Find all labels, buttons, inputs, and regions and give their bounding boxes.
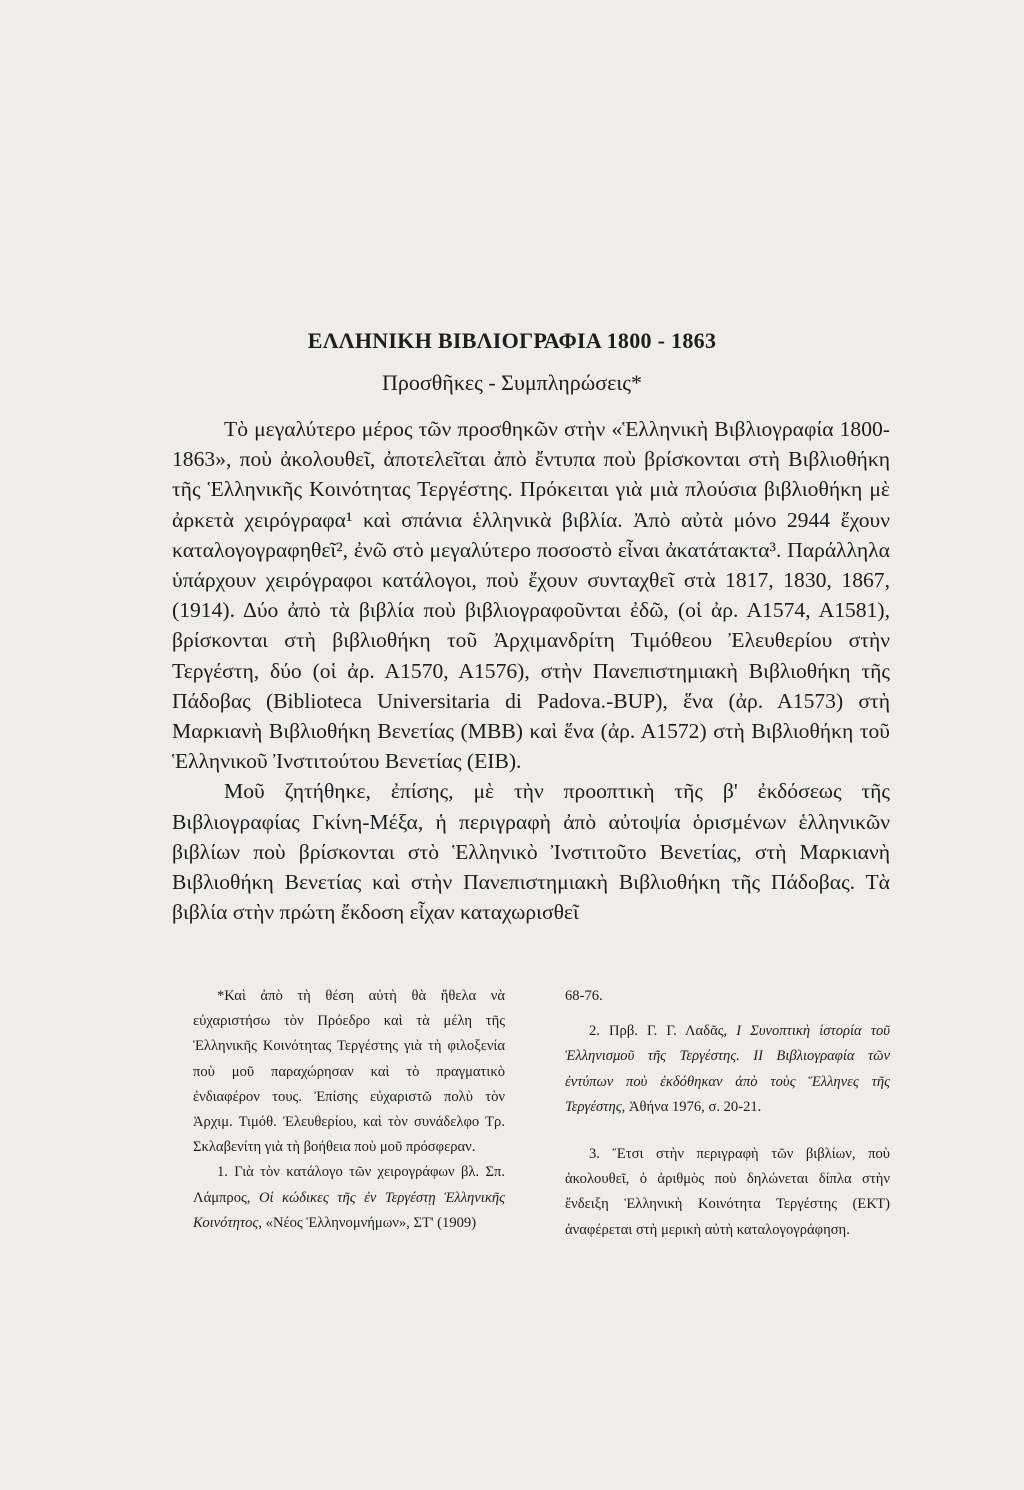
footnote-1-continued: 68-76.: [565, 988, 603, 1004]
footnote-1-text: 1. Γιὰ τὸν κατάλογο τῶν χειρογράφων βλ. Σπ. Λάμπρος,: [193, 1164, 505, 1206]
footnote-2-source: , Ἀθήνα 1976, σ. 20-21.: [621, 1098, 762, 1115]
footnote-3: 3. Ἔτσι στὴν περιγραφὴ τῶν βιβλίων, ποὺ ἀκολουθεῖ, ὁ ἀριθμὸς ποὺ δηλώνεται δίπλα στὴν ἔνδειξη Ἑλληνικὴ Κοινότητα Τεργέστης (ΕΚΤ) ἀναφέρεται στὴ μερικὴ αὐτὴ καταλογογράφηση.: [565, 1146, 890, 1238]
footnote-1-title: Οἱ κώδικες τῆς ἐν Τεργέστῃ Ἑλληνικῆς Κοινότητος: [193, 1189, 505, 1231]
footnote-1-source: , «Νέος Ἑλληνομνήμων», ΣΤ' (1909): [258, 1214, 477, 1231]
main-text: [172, 414, 890, 927]
footnotes-left-column: [193, 984, 505, 1236]
footnotes-right-column: [565, 984, 890, 1243]
body-paragraph-1: Τὸ μεγαλύτερο μέρος τῶν προσθηκῶν στὴν «Ἑλληνικὴ Βιβλιογραφία 1800-1863», ποὺ ἀκολουθεῖ, ἀποτελεῖται ἀπὸ ἔντυπα ποὺ βρίσκονται στὴ Βιβλιοθήκη τῆς Ἑλληνικῆς Κοινότητας Τεργέστης. Πρόκειται γιὰ μιὰ πλούσια βιβλιοθήκη μὲ ἀρκετὰ χειρόγραφα¹ καὶ σπάνια ἑλληνικὰ βιβλία. Ἀπὸ αὐτὰ μόνο 2944 ἔχουν καταλογογραφηθεῖ², ἐνῶ στὸ μεγαλύτερο ποσοστὸ εἶναι ἀκατάτακτα³. Παράλληλα ὑπάρχουν χειρόγραφοι κατάλογοι, ποὺ ἔχουν συνταχθεῖ στὰ 1817, 1830, 1867, (1914). Δύο ἀπὸ τὰ βιβλία ποὺ βιβλιογραφοῦνται ἐδῶ, (οἱ ἀρ. Α1574, Α1581), βρίσκονται στὴ βιβλιοθήκη τοῦ Ἀρχιμανδρίτη Τιμόθεου Ἐλευθερίου στὴν Τεργέστη, δύο (οἱ ἀρ. Α1570, Α1576), στὴν Πανεπιστημιακὴ Βιβλιοθήκη τῆς Πάδοβας (Biblioteca Universitaria di Padova.-BUP), ἕνα (ἀρ. Α1573) στὴ Μαρκιανὴ Βιβλιοθήκη Βενετίας (MBB) καὶ ἕνα (ἀρ. Α1572) στὴ Βιβλιοθήκη τοῦ Ἑλληνικοῦ Ἰνστιτούτου Βενετίας (ΕΙΒ).: [172, 417, 890, 774]
footnote-star: *Καὶ ἀπὸ τὴ θέση αὐτὴ θὰ ἤθελα νὰ εὐχαριστήσω τὸν Πρόεδρο καὶ τὰ μέλη τῆς Ἑλληνικῆς Κοινότητας Τεργέστης γιὰ τὴ φιλοξενία ποὺ μοῦ παραχώρησαν καὶ τὸ πραγματικὸ ἐνδιαφέρον τους. Ἐπίσης εὐχαριστῶ πολὺ τὸν Ἀρχιμ. Τιμόθ. Ἐλευθερίου, καὶ τὸν συνάδελφο Τρ. Σκλαβενίτη γιὰ τὴ βοήθεια ποὺ μοῦ πρόσφεραν.: [193, 988, 505, 1156]
body-paragraph-2: Μοῦ ζητήθηκε, ἐπίσης, μὲ τὴν προοπτικὴ τῆς β' ἐκδόσεως τῆς Βιβλιογραφίας Γκίνη-Μέξα, ἡ περιγραφὴ ἀπὸ αὐτοψία ὁρισμένων ἑλληνικῶν βιβλίων ποὺ βρίσκονται στὸ Ἑλληνικὸ Ἰνστιτοῦτο Βενετίας, στὴ Μαρκιανὴ Βιβλιοθήκη Βενετίας καὶ στὴν Πανεπιστημιακὴ Βιβλιοθήκη τῆς Πάδοβας. Τὰ βιβλία στὴν πρώτη ἔκδοση εἶχαν καταχωρισθεῖ: [172, 779, 890, 925]
footnote-2: [565, 1019, 890, 1120]
footnote-2-title: Ι Συνοπτικὴ ἱστορία τοῦ Ἑλληνισμοῦ τῆς Τεργέστης. ΙΙ Βιβλιογραφία τῶν ἐντύπων ποὺ ἐκδόθηκαν ἀπὸ τοὺς Ἕλληνες τῆς Τεργέστης: [565, 1023, 890, 1115]
footnote-1: [193, 1160, 505, 1236]
page-title: ΕΛΛΗΝΙΚΗ ΒΙΒΛΙΟΓΡΑΦΙΑ 1800 - 1863: [307, 328, 717, 353]
footnote-2-text: 2. Πρβ. Γ. Γ. Λαδᾶς,: [589, 1023, 737, 1040]
page-subtitle: Προσθῆκες - Συμπληρώσεις*: [382, 370, 642, 395]
